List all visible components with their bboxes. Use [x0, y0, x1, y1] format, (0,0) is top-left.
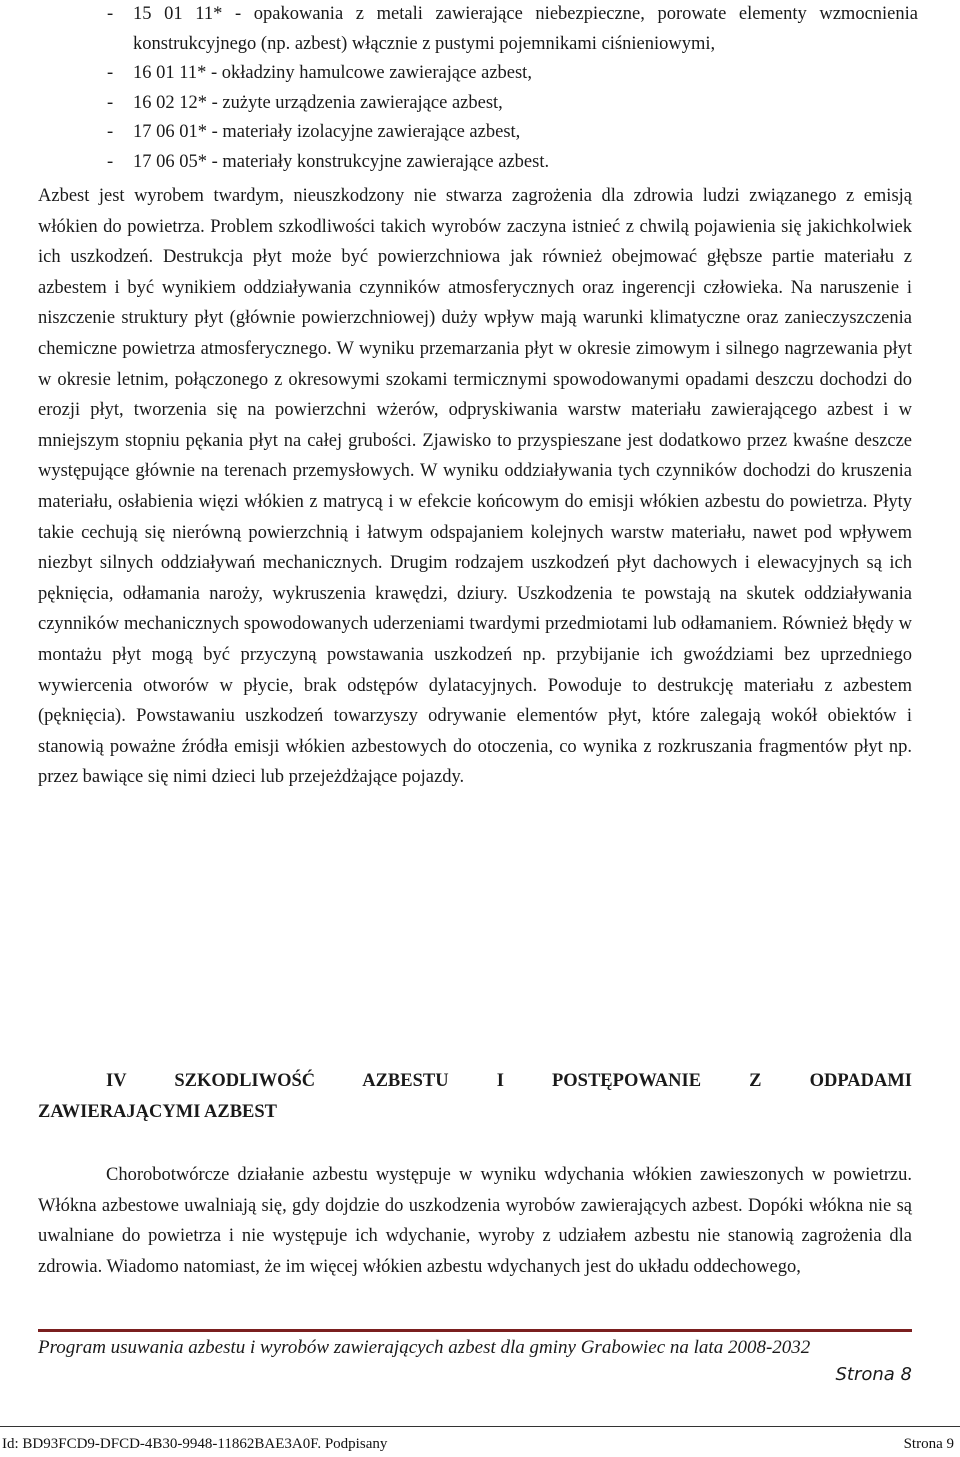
list-item-text: 17 06 01* - materiały izolacyjne zawierające azbest, — [133, 122, 521, 142]
list-item — [38, 89, 918, 119]
waste-code-list — [38, 0, 918, 177]
list-dash: - — [107, 122, 114, 142]
list-item — [38, 0, 918, 59]
signature-rule — [0, 1426, 960, 1427]
list-dash: - — [107, 4, 114, 24]
list-item-text: 17 06 05* - materiały konstrukcyjne zawierające azbest. — [133, 151, 550, 172]
signature-id: Id: BD93FCD9-DFCD-4B30-9948-11862BAE3A0F. Podpisany — [2, 1436, 388, 1452]
list-item-text: 16 01 11* - okładziny hamulcowe zawierające azbest, — [133, 63, 532, 83]
paragraph-health: Chorobotwórcze działanie azbestu występuje w wyniku wdychania włókien zawieszonych w powietrzu. Włókna azbestowe uwalniają się, gdy dojdzie do uszkodzenia wyrobów zawierających azbest. Dopóki włókna nie są uwalniane do powietrza i nie występuje ich wdychanie, wyroby z udziałem azbestu nie stanowią zagrożenia dla zdrowia. Wiadomo natomiast, że im więcej włókien azbestu wdychanych jest do układu oddechowego, — [38, 1165, 912, 1277]
section-heading-line-1: IV SZKODLIWOŚĆ AZBESTU I POSTĘPOWANIE Z ODPADAMI — [106, 1071, 912, 1091]
footer-rule — [38, 1329, 912, 1332]
section-heading — [38, 1066, 912, 1128]
list-item-text: 15 01 11* - opakowania z metali zawierające niebezpieczne, porowate elementy wzmocnienia konstrukcyjnego (np. azbest) włącznie z pustymi pojemnikami ciśnieniowymi, — [133, 4, 918, 54]
footer-page-number: Strona 8 — [835, 1364, 912, 1385]
signature-page-number: Strona 9 — [903, 1436, 954, 1452]
list-dash: - — [107, 63, 114, 83]
list-item — [38, 148, 918, 178]
list-item — [38, 59, 918, 89]
list-item — [38, 118, 918, 148]
list-item-text: 16 02 12* - zużyte urządzenia zawierające azbest, — [133, 92, 503, 113]
section-heading-line-2: ZAWIERAJĄCYMI AZBEST — [38, 1102, 278, 1122]
footer-title: Program usuwania azbestu i wyrobów zawierających azbest dla gminy Grabowiec na lata 2008-2032 — [38, 1337, 811, 1358]
list-dash: - — [107, 92, 114, 113]
list-dash: - — [107, 151, 114, 172]
paragraph-damage: Azbest jest wyrobem twardym, nieuszkodzony nie stwarza zagrożenia dla zdrowia ludzi związanego z emisją włókien do powietrza. Problem szkodliwości takich wyrobów zaczyna istnieć z chwilą pojawienia się jakichkolwiek ich uszkodzeń. Destrukcja płyt może być powierzchniowa jak również obejmować głębsze partie materiału z azbestem i być wynikiem oddziaływania czynników atmosferycznych oraz ingerencji człowieka. Na naruszenie i niszczenie struktury płyt (głównie powierzchniowej) duży wpływ mają warunki klimatyczne oraz zanieczyszczenia chemiczne powietrza atmosferycznego. W wyniku przemarzania płyt w okresie zimowym i silnego nagrzewania płyt w okresie letnim, połączonego z okresowymi szokami termicznymi spowodowanymi opadami deszczu dochodzi do erozji płyt, tworzenia się na powierzchni wżerów, odpryskiwania warstw materiału zawierającego azbest i w mniejszym stopniu pękania płyt na całej grubości. Zjawisko to przyspieszane jest dodatkowo przez kwaśne deszcze występujące głównie na terenach przemysłowych. W wyniku oddziaływania tych czynników dochodzi do kruszenia materiału, osłabienia więzi włókien z matrycą i w efekcie końcowym do emisji włókien azbestu do powietrza. Płyty takie cechują się nierówną powierzchnią i łatwym odspajaniem kolejnych warstw materiału, nawet pod wpływem niezbyt silnych oddziaływań mechanicznych. Drugim rodzajem uszkodzeń płyt dachowych i elewacyjnych są ich pęknięcia, odłamania naroży, wykruszenia krawędzi, dziury. Uszkodzenia te powstają na skutek oddziaływania czynników mechanicznych spowodowanych uderzeniami twardymi przedmiotami lub odłamaniem. Również błędy w montażu płyt mogą być przyczyną powstawania uszkodzeń np. przybijanie ich gwoździami bez uprzedniego wywiercenia otworów w płycie, brak odstępów dylatacyjnych. Powoduje to destrukcję materiału z azbestem (pęknięcia). Powstawaniu uszkodzeń towarzyszy odrywanie elementów płyt, które zalegają wokół obiektów i stanowią poważne źródła emisji włókien azbestowych do otoczenia, co wynika z rozkruszania fragmentów płyt np. przez bawiące się nimi dzieci lub przejeżdżające pojazdy. — [38, 186, 912, 788]
